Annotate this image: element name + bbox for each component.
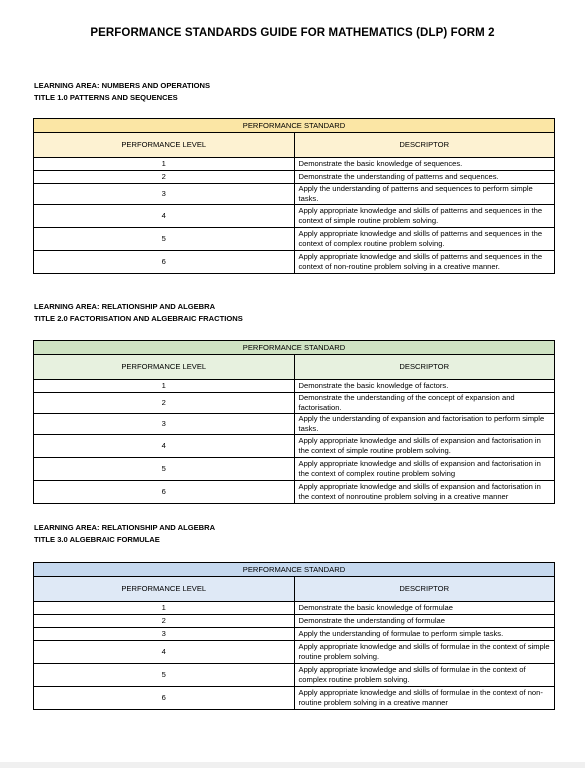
level-cell: 3 (34, 184, 295, 205)
column-header-descriptor: DESCRIPTOR (294, 355, 555, 380)
descriptor-cell: Apply appropriate knowledge and skills of expansion and factorisation in the context of nonroutine problem solving in a creative manner (294, 481, 555, 504)
descriptor-cell: Demonstrate the basic knowledge of factors. (294, 380, 555, 393)
table-row (34, 628, 555, 641)
level-cell: 4 (34, 641, 295, 664)
table-row (34, 414, 555, 435)
table-header: PERFORMANCE STANDARD (34, 119, 555, 133)
section-1-title: TITLE 1.0 PATTERNS AND SEQUENCES (34, 93, 178, 102)
level-cell: 1 (34, 158, 295, 171)
level-cell: 2 (34, 393, 295, 414)
section-1-learning-area: LEARNING AREA: NUMBERS AND OPERATIONS (34, 81, 211, 90)
table-row (34, 171, 555, 184)
descriptor-cell: Demonstrate the understanding of formulae (294, 615, 555, 628)
table-row (34, 380, 555, 393)
descriptor-cell: Apply appropriate knowledge and skills of formulae in the context of complex routine problem solving. (294, 664, 555, 687)
table-row (34, 228, 555, 251)
level-cell: 6 (34, 481, 295, 504)
section-1-heading (34, 80, 210, 104)
table-row (34, 664, 555, 687)
descriptor-cell: Apply appropriate knowledge and skills of expansion and factorisation in the context of complex routine problem solving (294, 458, 555, 481)
level-cell: 5 (34, 664, 295, 687)
table-row (34, 205, 555, 228)
descriptor-cell: Demonstrate the understanding of patterns and sequences. (294, 171, 555, 184)
table-row (34, 641, 555, 664)
table-row (34, 435, 555, 458)
section-2-learning-area: LEARNING AREA: RELATIONSHIP AND ALGEBRA (34, 302, 216, 311)
column-header-descriptor: DESCRIPTOR (294, 577, 555, 602)
table-row (34, 602, 555, 615)
performance-table-2 (33, 340, 555, 504)
table-row (34, 687, 555, 710)
descriptor-cell: Apply the understanding of expansion and factorisation to perform simple tasks. (294, 414, 555, 435)
descriptor-cell: Demonstrate the basic knowledge of sequences. (294, 158, 555, 171)
page-bottom-edge (0, 762, 585, 768)
level-cell: 5 (34, 458, 295, 481)
section-2-title: TITLE 2.0 FACTORISATION AND ALGEBRAIC FRACTIONS (34, 314, 243, 323)
section-3-title: TITLE 3.0 ALGEBRAIC FORMULAE (34, 535, 160, 544)
table-header: PERFORMANCE STANDARD (34, 341, 555, 355)
document-title: PERFORMANCE STANDARDS GUIDE FOR MATHEMATICS (DLP) FORM 2 (90, 27, 495, 39)
performance-table-1 (33, 118, 555, 274)
table-header: PERFORMANCE STANDARD (34, 563, 555, 577)
column-header-level: PERFORMANCE LEVEL (34, 133, 295, 158)
level-cell: 1 (34, 602, 295, 615)
descriptor-cell: Apply appropriate knowledge and skills of patterns and sequences in the context of complex routine problem solving. (294, 228, 555, 251)
level-cell: 2 (34, 171, 295, 184)
level-cell: 4 (34, 435, 295, 458)
section-3-heading (34, 522, 215, 546)
table-row (34, 158, 555, 171)
section-3-learning-area: LEARNING AREA: RELATIONSHIP AND ALGEBRA (34, 523, 216, 532)
level-cell: 3 (34, 628, 295, 641)
descriptor-cell: Apply the understanding of patterns and sequences to perform simple tasks. (294, 184, 555, 205)
descriptor-cell: Demonstrate the basic knowledge of formulae (294, 602, 555, 615)
descriptor-cell: Apply appropriate knowledge and skills of formulae in the context of non-routine problem solving in a creative manner (294, 687, 555, 710)
table-row (34, 481, 555, 504)
level-cell: 5 (34, 228, 295, 251)
descriptor-cell: Apply the understanding of formulae to perform simple tasks. (294, 628, 555, 641)
descriptor-cell: Apply appropriate knowledge and skills of expansion and factorisation in the context of simple routine problem solving. (294, 435, 555, 458)
level-cell: 3 (34, 414, 295, 435)
level-cell: 6 (34, 251, 295, 274)
level-cell: 2 (34, 615, 295, 628)
column-header-descriptor: DESCRIPTOR (294, 133, 555, 158)
table-row (34, 393, 555, 414)
level-cell: 4 (34, 205, 295, 228)
table-row (34, 251, 555, 274)
descriptor-cell: Apply appropriate knowledge and skills of formulae in the context of simple routine problem solving. (294, 641, 555, 664)
column-header-level: PERFORMANCE LEVEL (34, 355, 295, 380)
descriptor-cell: Demonstrate the understanding of the concept of expansion and factorisation. (294, 393, 555, 414)
descriptor-cell: Apply appropriate knowledge and skills of patterns and sequences in the context of simple routine problem solving. (294, 205, 555, 228)
table-row (34, 458, 555, 481)
descriptor-cell: Apply appropriate knowledge and skills of patterns and sequences in the context of non-routine problem solving in a creative manner. (294, 251, 555, 274)
level-cell: 6 (34, 687, 295, 710)
level-cell: 1 (34, 380, 295, 393)
section-2-heading (34, 301, 243, 325)
performance-table-3 (33, 562, 555, 710)
table-row (34, 615, 555, 628)
column-header-level: PERFORMANCE LEVEL (34, 577, 295, 602)
table-row (34, 184, 555, 205)
